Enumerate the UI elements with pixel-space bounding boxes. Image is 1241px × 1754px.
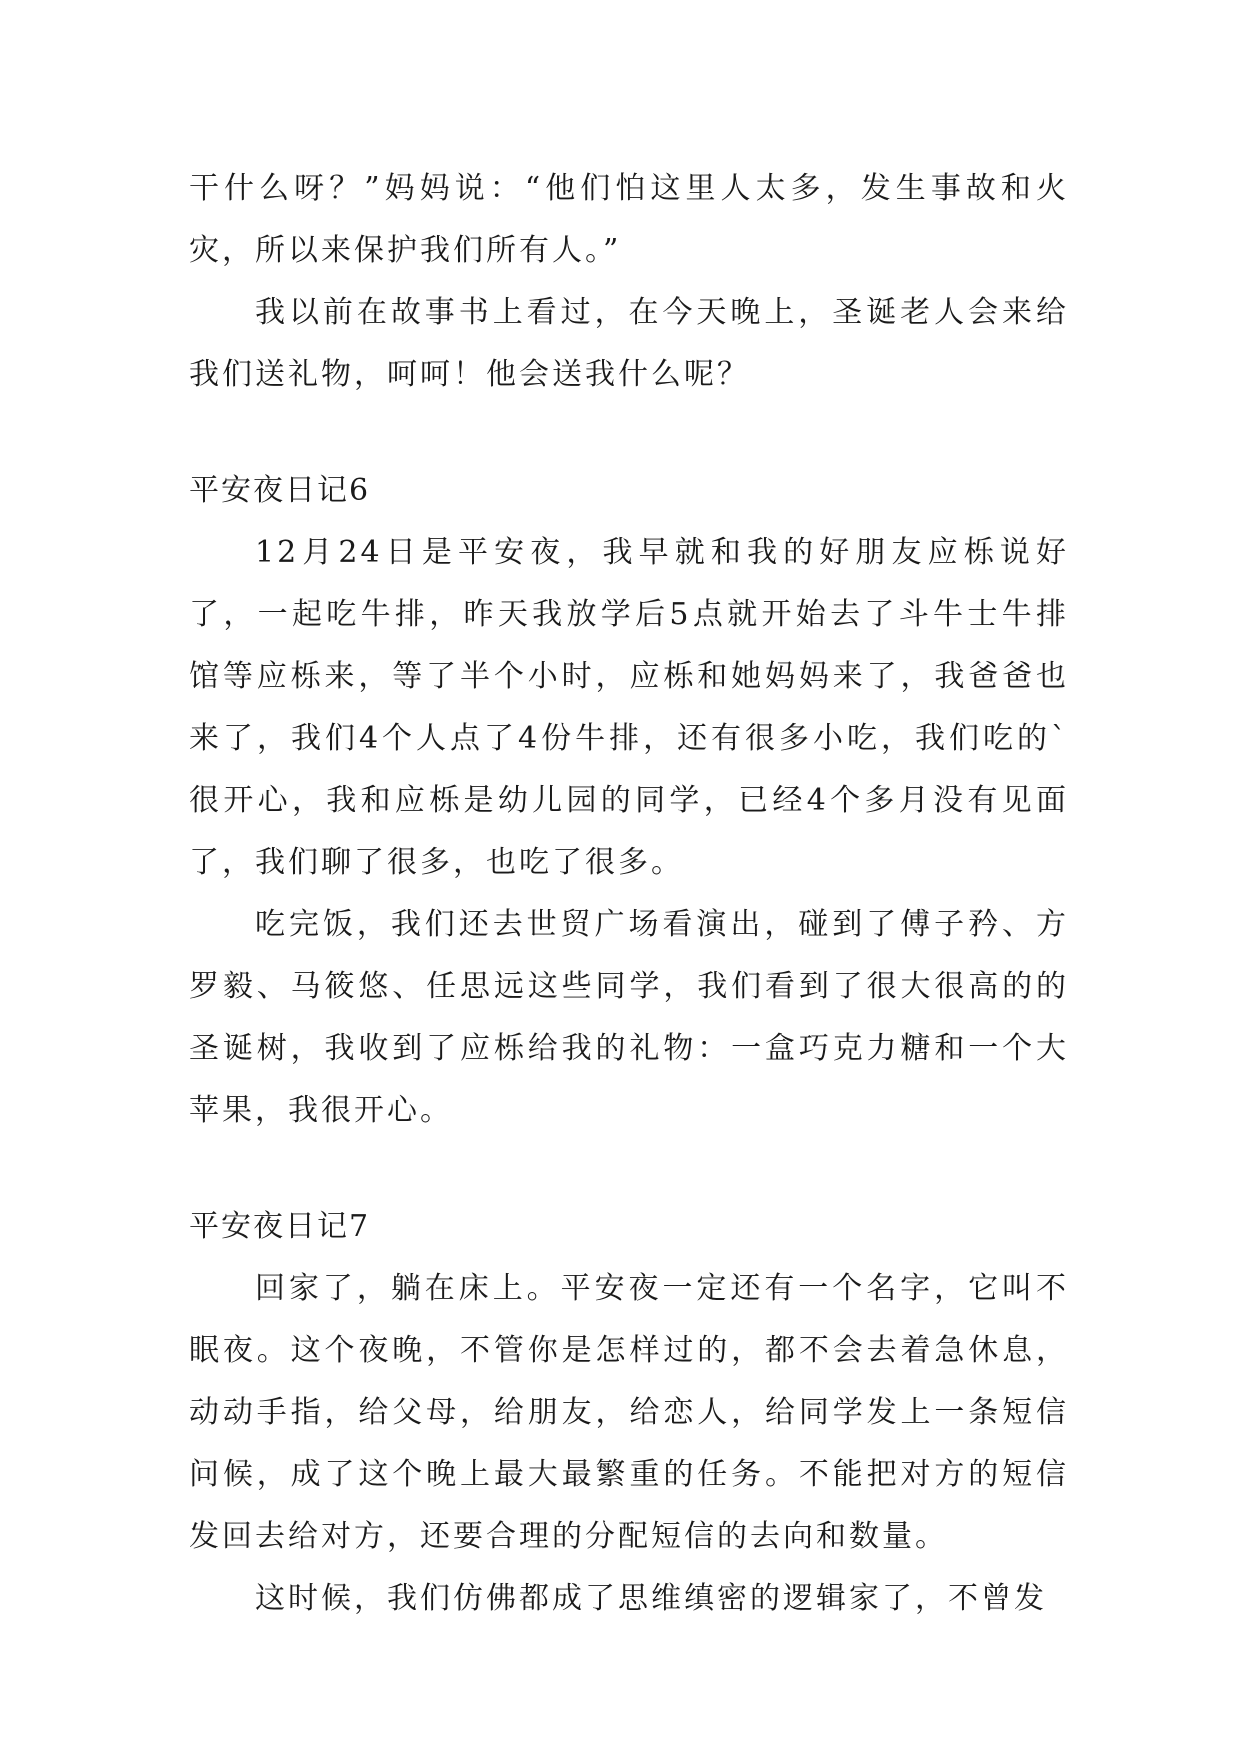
document-body — [189, 158, 1069, 1630]
paragraph-continuation: 干什么呀？”妈妈说：“他们怕这里人太多，发生事故和火灾，所以来保护我们所有人。” — [189, 171, 1069, 268]
paragraph-world-trade-plaza: 吃完饭，我们还去世贸广场看演出，碰到了傅子矜、方罗毅、马筱悠、任思远这些同学，我们看到了很大很高的的圣诞树，我收到了应栎给我的礼物：一盒巧克力糖和一个大苹果，我很开心。 — [189, 907, 1069, 1128]
section-heading-6: 平安夜日记6 — [189, 473, 371, 508]
section-heading-7: 平安夜日记7 — [189, 1209, 371, 1244]
paragraph-steak-dinner: 12月24日是平安夜，我早就和我的好朋友应栎说好了，一起吃牛排，昨天我放学后5点就开始去了斗牛士牛排馆等应栎来，等了半个小时，应栎和她妈妈来了，我爸爸也来了，我们4个人点了4份牛排，还有很多小吃，我们吃的`很开心，我和应栎是幼儿园的同学，已经4个多月没有见面了，我们聊了很多，也吃了很多。 — [189, 535, 1069, 880]
section-gap — [189, 1142, 1069, 1196]
paragraph-sleepless-night: 回家了，躺在床上。平安夜一定还有一个名字，它叫不眠夜。这个夜晚，不管你是怎样过的，都不会去着急休息，动动手指，给父母，给朋友，给恋人，给同学发上一条短信问候，成了这个晚上最大最繁重的任务。不能把对方的短信发回去给对方，还要合理的分配短信的去向和数量。 — [189, 1271, 1069, 1554]
paragraph-santa: 我以前在故事书上看过，在今天晚上，圣诞老人会来给我们送礼物，呵呵！他会送我什么呢？ — [189, 295, 1069, 392]
paragraph-logicians: 这时候，我们仿佛都成了思维缜密的逻辑家了，不曾发 — [255, 1581, 1047, 1616]
section-gap — [189, 406, 1069, 460]
